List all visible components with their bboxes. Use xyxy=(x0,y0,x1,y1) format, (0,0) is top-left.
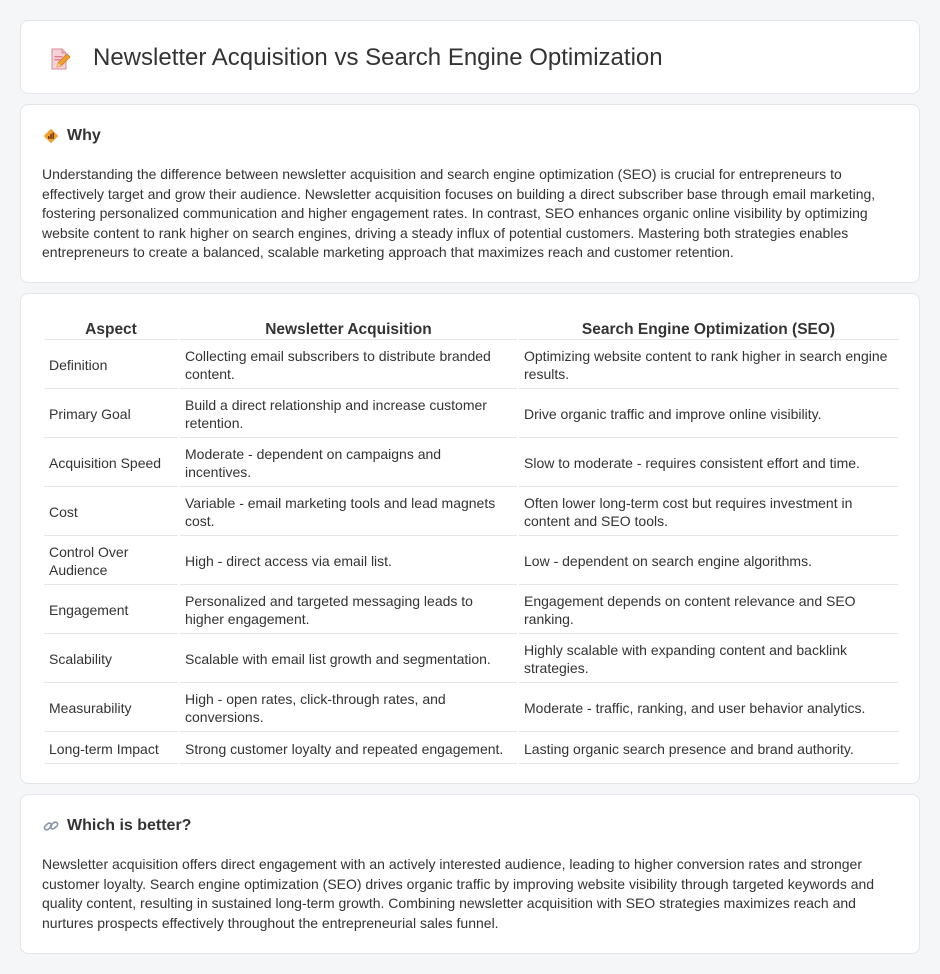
aspect-cell: Control Over Audience xyxy=(44,538,178,585)
better-title: Which is better? xyxy=(67,817,192,834)
aspect-cell: Engagement xyxy=(44,587,178,634)
newsletter-cell: Strong customer loyalty and repeated engagement. xyxy=(180,734,517,764)
seo-cell: Highly scalable with expanding content and backlink strategies. xyxy=(519,636,898,683)
comparison-table xyxy=(42,316,900,766)
why-text: Understanding the difference between newsletter acquisition and search engine optimization (SEO) is crucial for entrepreneurs to effectively target and grow their audience. Newsletter acquisition focuses on building a direct subscriber base through email marketing, fostering personalized communication and higher engagement rates. In contrast, SEO enhances organic online visibility by optimizing website content to rank higher on search engines, driving a steady influx of potential customers. Mastering both strategies enables entrepreneurs to create a balanced, scalable marketing approach that maximizes reach and customer retention. xyxy=(42,166,876,261)
seo-cell: Engagement depends on content relevance and SEO ranking. xyxy=(519,587,898,634)
aspect-cell: Cost xyxy=(44,489,178,536)
table-row xyxy=(44,489,898,536)
seo-cell: Low - dependent on search engine algorithms. xyxy=(519,538,898,585)
table-row xyxy=(44,342,898,389)
why-title: Why xyxy=(67,127,101,144)
why-heading xyxy=(43,127,101,145)
newsletter-cell: Build a direct relationship and increase customer retention. xyxy=(180,391,517,438)
better-text: Newsletter acquisition offers direct engagement with an actively interested audience, leading to higher conversion rates and stronger customer loyalty. Search engine optimization (SEO) drives organic traffic by improving website visibility through targeted keywords and quality content, resulting in sustained long-term growth. Combining newsletter acquisition with SEO strategies maximizes reach and nurtures prospects effectively throughout the entrepreneurial sales funnel. xyxy=(42,856,875,931)
why-section xyxy=(20,104,920,283)
seo-cell: Slow to moderate - requires consistent effort and time. xyxy=(519,440,898,487)
aspect-cell: Measurability xyxy=(44,685,178,732)
seo-cell: Lasting organic search presence and brand authority. xyxy=(519,734,898,764)
aspect-cell: Acquisition Speed xyxy=(44,440,178,487)
table-row xyxy=(44,734,898,764)
newsletter-cell: High - direct access via email list. xyxy=(180,538,517,585)
newsletter-cell: Moderate - dependent on campaigns and incentives. xyxy=(180,440,517,487)
document-pencil-icon xyxy=(47,47,71,71)
table-row xyxy=(44,440,898,487)
table-row xyxy=(44,587,898,634)
header-card xyxy=(20,20,920,94)
which-is-better-section xyxy=(20,794,920,954)
table-row xyxy=(44,538,898,585)
newsletter-cell: Scalable with email list growth and segmentation. xyxy=(180,636,517,683)
header-newsletter: Newsletter Acquisition xyxy=(180,318,517,340)
table-row xyxy=(44,391,898,438)
aspect-cell: Definition xyxy=(44,342,178,389)
page-title: Newsletter Acquisition vs Search Engine Optimization xyxy=(93,44,663,71)
diamond-signal-icon xyxy=(43,128,59,144)
seo-cell: Moderate - traffic, ranking, and user behavior analytics. xyxy=(519,685,898,732)
newsletter-cell: Personalized and targeted messaging leads to higher engagement. xyxy=(180,587,517,634)
comparison-table-card xyxy=(20,293,920,784)
newsletter-cell: Variable - email marketing tools and lead magnets cost. xyxy=(180,489,517,536)
header-seo: Search Engine Optimization (SEO) xyxy=(519,318,898,340)
newsletter-cell: Collecting email subscribers to distribute branded content. xyxy=(180,342,517,389)
table-row xyxy=(44,636,898,683)
aspect-cell: Primary Goal xyxy=(44,391,178,438)
seo-cell: Often lower long-term cost but requires investment in content and SEO tools. xyxy=(519,489,898,536)
table-header-row xyxy=(44,318,898,340)
seo-cell: Optimizing website content to rank higher in search engine results. xyxy=(519,342,898,389)
aspect-cell: Long-term Impact xyxy=(44,734,178,764)
newsletter-cell: High - open rates, click-through rates, and conversions. xyxy=(180,685,517,732)
better-heading xyxy=(43,817,191,835)
table-row xyxy=(44,685,898,732)
header-aspect: Aspect xyxy=(44,318,178,340)
seo-cell: Drive organic traffic and improve online visibility. xyxy=(519,391,898,438)
link-icon xyxy=(43,818,59,834)
aspect-cell: Scalability xyxy=(44,636,178,683)
